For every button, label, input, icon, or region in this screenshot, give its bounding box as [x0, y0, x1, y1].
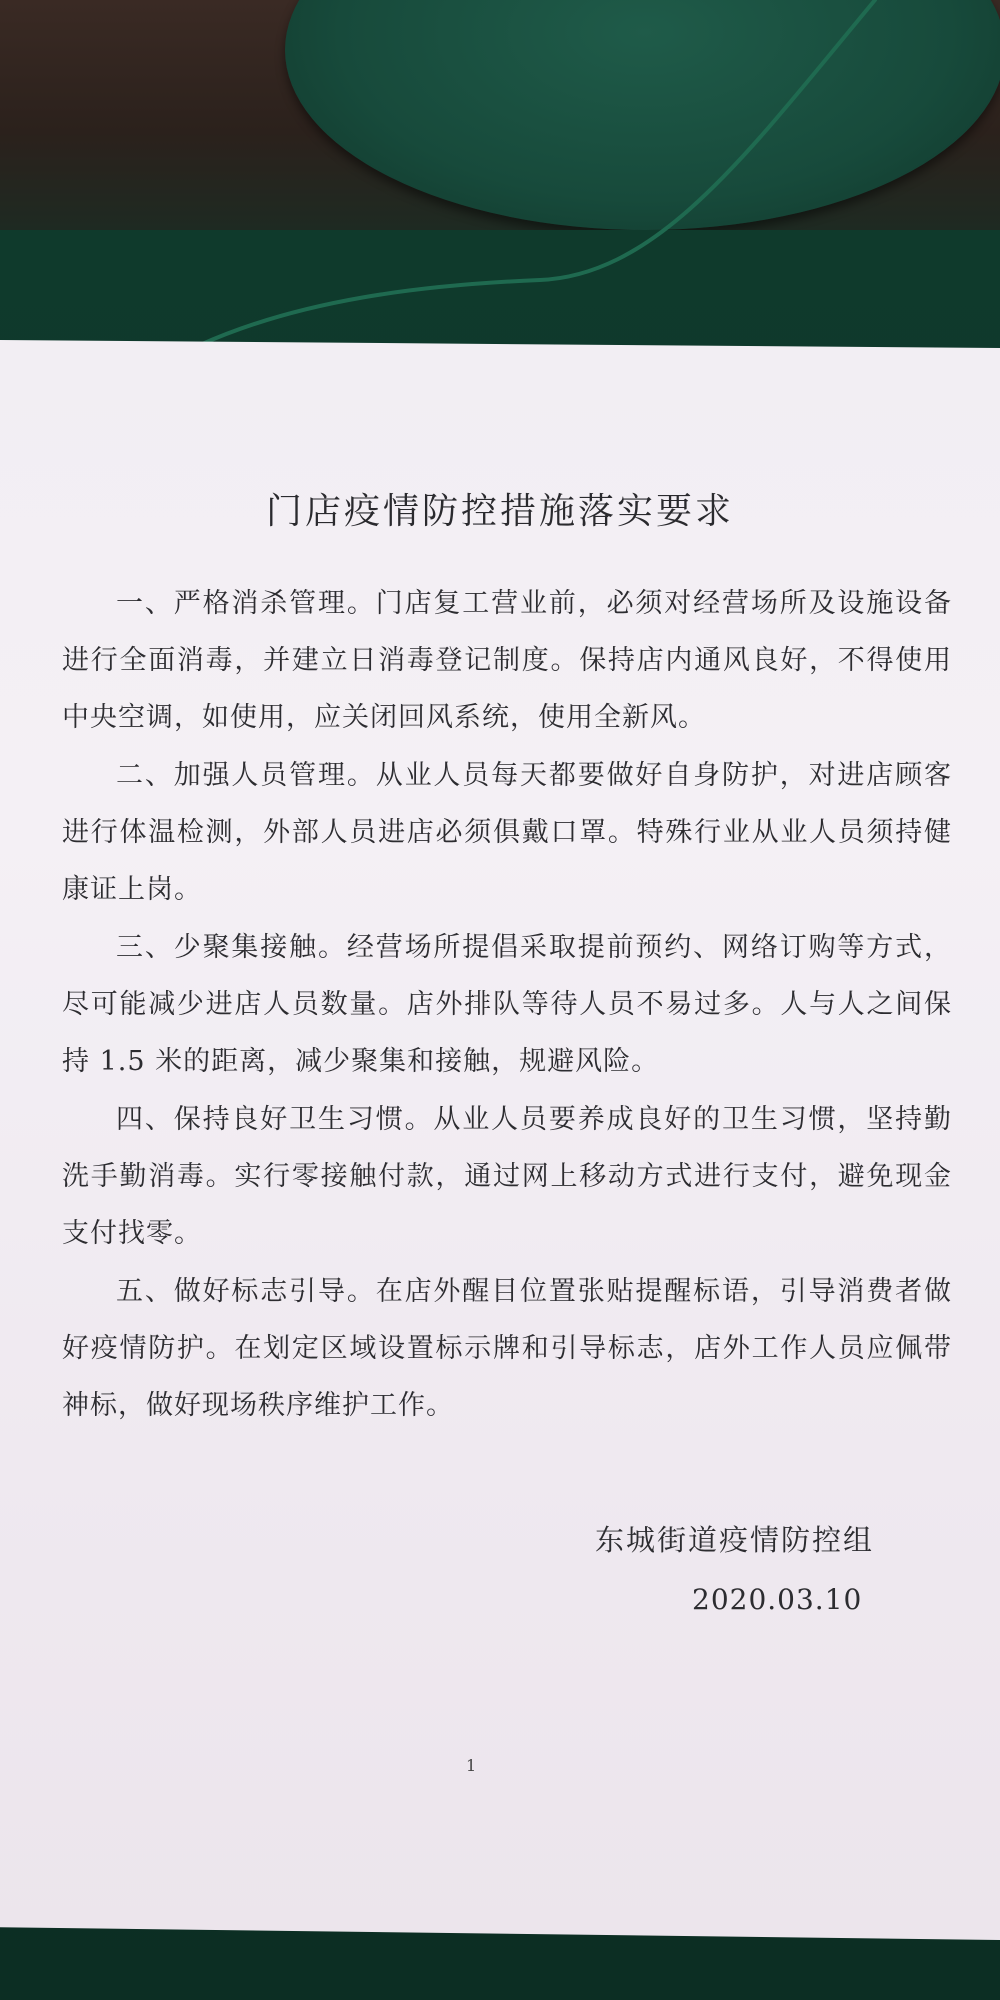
- document-body: [62, 575, 952, 1435]
- page-number: 1: [466, 1756, 477, 1775]
- issue-date: 2020.03.10: [692, 1583, 863, 1616]
- paragraph-2: 二、加强人员管理。从业人员每天都要做好自身防护，对进店顾客进行体温检测，外部人员进店必须俱戴口罩。特殊行业从业人员须持健康证上岗。: [62, 760, 952, 905]
- paragraph-3: 三、少聚集接触。经营场所提倡采取提前预约、网络订购等方式，尽可能减少进店人员数量。店外排队等待人员不易过多。人与人之间保持 1.5 米的距离，减少聚集和接触，规避风险。: [62, 932, 952, 1077]
- paragraph-4: 四、保持良好卫生习惯。从业人员要养成良好的卫生习惯，坚持勤洗手勤消毒。实行零接触付款，通过网上移动方式进行支付，避免现金支付找零。: [62, 1104, 952, 1249]
- paragraph-1: 一、严格消杀管理。门店复工营业前，必须对经营场所及设施设备进行全面消毒，并建立日消毒登记制度。保持店内通风良好，不得使用中央空调，如使用，应关闭回风系统，使用全新风。: [62, 588, 952, 733]
- document-title: 门店疫情防控措施落实要求: [265, 491, 734, 532]
- issuer-signature: 东城街道疫情防控组: [595, 1523, 875, 1557]
- paragraph-5: 五、做好标志引导。在店外醒目位置张贴提醒标语，引导消费者做好疫情防护。在划定区域设置标示牌和引导标志，店外工作人员应佩带神标，做好现场秩序维护工作。: [62, 1276, 952, 1421]
- green-wire-cable: [0, 0, 1000, 400]
